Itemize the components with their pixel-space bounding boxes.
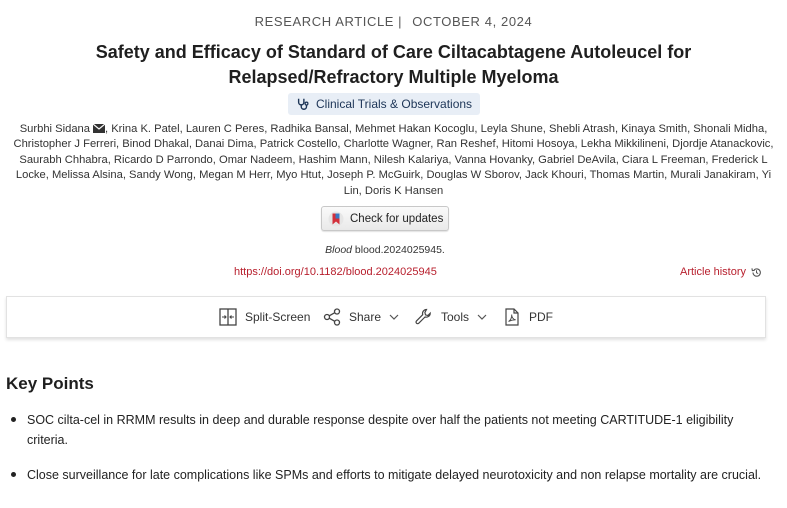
- author-list: [6, 122, 781, 199]
- key-points-list: [0, 410, 787, 500]
- publication-date: OCTOBER 4, 2024: [412, 14, 533, 29]
- article-title: Safety and Efficacy of Standard of Care Ciltacabtagene Autoleucel for Relapsed/Refractory Multiple Myeloma: [95, 42, 692, 87]
- split-screen-icon: [219, 308, 237, 326]
- mail-icon[interactable]: [93, 124, 105, 133]
- split-screen-label: Split-Screen: [245, 310, 311, 324]
- tools-icon: [415, 308, 433, 326]
- share-label: Share: [349, 310, 382, 324]
- crossmark-icon: [328, 211, 344, 227]
- tools-button[interactable]: [415, 297, 487, 337]
- citation: [0, 244, 770, 256]
- article-meta: [0, 14, 787, 29]
- category-label: Clinical Trials & Observations: [316, 97, 473, 111]
- article-history-label: Article history: [680, 266, 747, 278]
- key-points-heading: Key Points: [6, 374, 94, 393]
- pdf-icon: [503, 308, 521, 326]
- category-badge[interactable]: [288, 93, 480, 115]
- split-screen-button[interactable]: [219, 297, 310, 337]
- tools-label: Tools: [441, 310, 470, 324]
- journal-name: Blood: [325, 244, 352, 256]
- article-toolbar: [6, 296, 766, 338]
- first-author[interactable]: Surbhi Sidana: [19, 123, 90, 135]
- chevron-down-icon: [477, 314, 487, 320]
- check-updates-button[interactable]: [321, 206, 449, 231]
- article-history-link[interactable]: [680, 266, 762, 278]
- pdf-label: PDF: [529, 310, 553, 324]
- citation-id: blood.2024025945.: [354, 244, 445, 256]
- co-authors: , Krina K. Patel, Lauren C Peres, Radhika Bansal, Mehmet Hakan Kocoglu, Leyla Shune, Shebli Atrash, Kinaya Smith, Shonali Midha, Christopher J Ferreri, Binod Dhakal, Danai Dima, Patrick Costello, Charlotte Wagner, Ran Reshef, Hitomi Hosoya, Lekha Mikkilineni, Djordje Atanackovic, Saurabh Chhabra, Ricardo D Parrondo, Omar Nadeem, Hashim Mann, Nilesh Kalariya, Vanna Hovanky, Gabriel DeAvila, Ciara L Freeman, Frederick L Locke, Melissa Alsina, Sandy Wong, Megan M Herr, Myo Htut, Joseph P. McGuirk, Douglas W Sborov, Jack Khouri, Thomas Martin, Murali Janakiram, Yi Lin, Doris K Hansen: [13, 123, 774, 197]
- share-button[interactable]: [323, 297, 399, 337]
- check-updates-label: Check for updates: [350, 212, 444, 225]
- key-point-item: SOC cilta-cel in RRMM results in deep and durable response despite over half the patients not meeting CARTITUDE-1 eligibility criteria.: [0, 410, 787, 450]
- meta-separator: |: [398, 14, 403, 29]
- share-icon: [323, 308, 341, 326]
- history-icon: [751, 267, 762, 278]
- key-point-item: Close surveillance for late complications like SPMs and efforts to mitigate delayed neurotoxicity and non relapse mortality are crucial.: [0, 465, 787, 485]
- doi-link[interactable]: https://doi.org/10.1182/blood.2024025945: [234, 266, 437, 278]
- chevron-down-icon: [389, 314, 399, 320]
- stethoscope-icon: [296, 97, 310, 111]
- article-type: RESEARCH ARTICLE: [254, 14, 395, 29]
- pdf-button[interactable]: [503, 297, 553, 337]
